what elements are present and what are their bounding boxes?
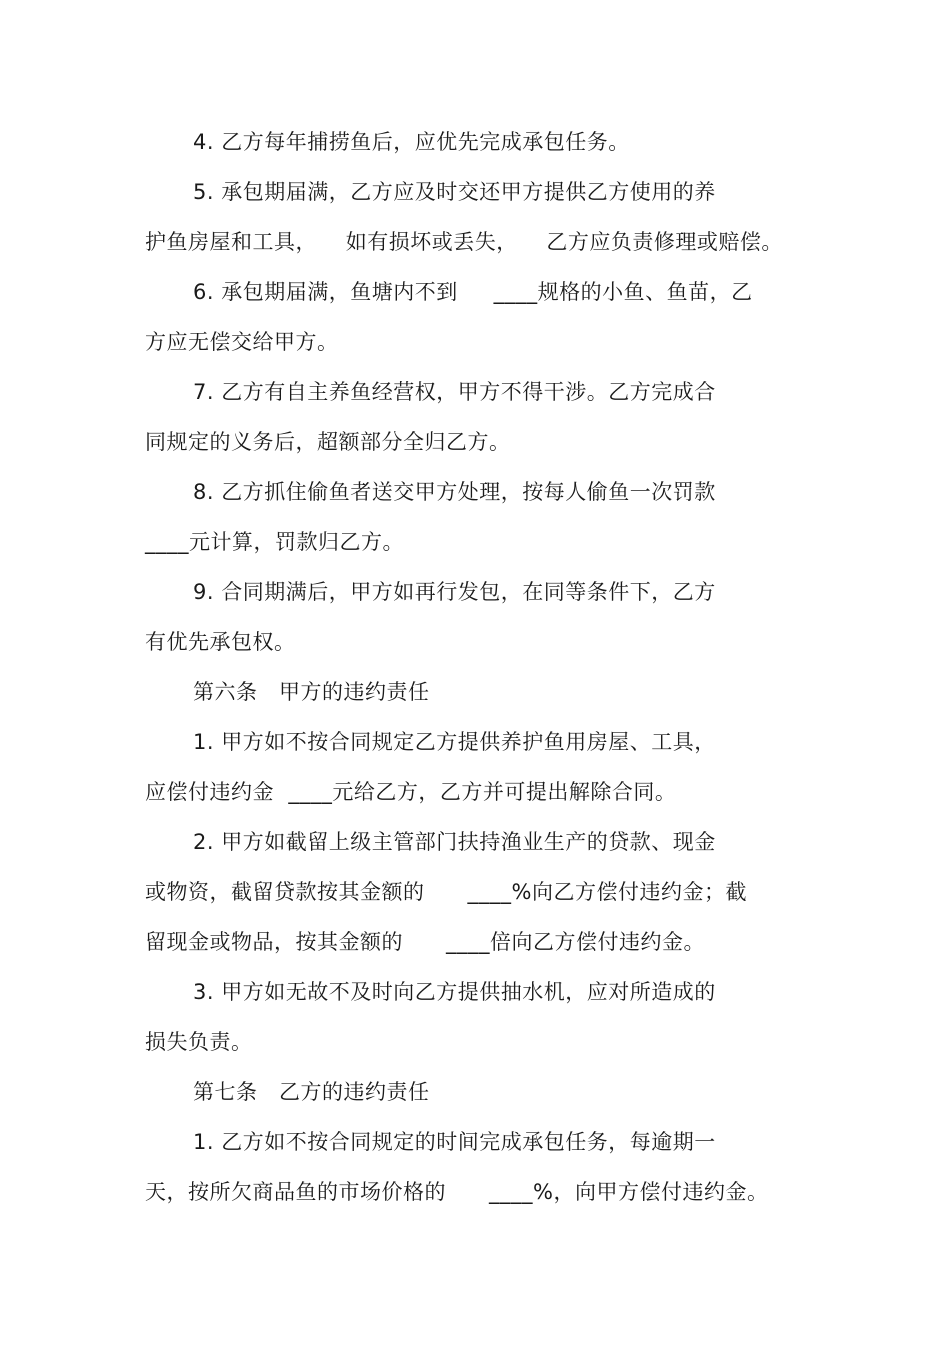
clause-5-item-5-line-1: 5. 承包期届满，乙方应及时交还甲方提供乙方使用的养: [193, 180, 716, 204]
clause-5-item-7-line-1: 7. 乙方有自主养鱼经营权，甲方不得干涉。乙方完成合: [193, 380, 716, 404]
clause-5-item-7-line-2: 同规定的义务后，超额部分全归乙方。: [145, 430, 511, 454]
clause-5-item-8-line-1: 8. 乙方抓住偷鱼者送交甲方处理，按每人偷鱼一次罚款: [193, 480, 716, 504]
article-7-item-1-line-1: 1. 乙方如不按合同规定的时间完成承包任务，每逾期一: [193, 1130, 716, 1154]
article-7-heading: 第七条 乙方的违约责任: [193, 1080, 430, 1104]
clause-5-item-5-line-2: 护鱼房屋和工具， 如有损坏或丢失， 乙方应负责修理或赔偿。: [145, 230, 783, 254]
clause-5-item-8-line-2: ____元计算，罚款归乙方。: [145, 530, 404, 554]
clause-5-item-4: 4. 乙方每年捕捞鱼后，应优先完成承包任务。: [193, 130, 630, 154]
article-7-item-1-line-2: 天，按所欠商品鱼的市场价格的 ____%，向甲方偿付违约金。: [145, 1180, 769, 1204]
clause-5-item-9-line-2: 有优先承包权。: [145, 630, 296, 654]
article-6-item-2-line-2: 或物资，截留贷款按其金额的 ____%向乙方偿付违约金；截: [145, 880, 748, 904]
article-6-item-1-line-1: 1. 甲方如不按合同规定乙方提供养护鱼用房屋、工具，: [193, 730, 716, 754]
clause-5-item-6-line-1: 6. 承包期届满，鱼塘内不到 ____规格的小鱼、鱼苗，乙: [193, 280, 753, 304]
article-6-item-2-line-1: 2. 甲方如截留上级主管部门扶持渔业生产的贷款、现金: [193, 830, 716, 854]
article-6-heading: 第六条 甲方的违约责任: [193, 680, 430, 704]
clause-5-item-6-line-2: 方应无偿交给甲方。: [145, 330, 339, 354]
clause-5-item-9-line-1: 9. 合同期满后，甲方如再行发包，在同等条件下，乙方: [193, 580, 716, 604]
article-6-item-3-line-2: 损失负责。: [145, 1030, 253, 1054]
article-6-item-1-line-2: 应偿付违约金 ____元给乙方，乙方并可提出解除合同。: [145, 780, 677, 804]
article-6-item-3-line-1: 3. 甲方如无故不及时向乙方提供抽水机，应对所造成的: [193, 980, 716, 1004]
article-6-item-2-line-3: 留现金或物品，按其金额的 ____倍向乙方偿付违约金。: [145, 930, 706, 954]
